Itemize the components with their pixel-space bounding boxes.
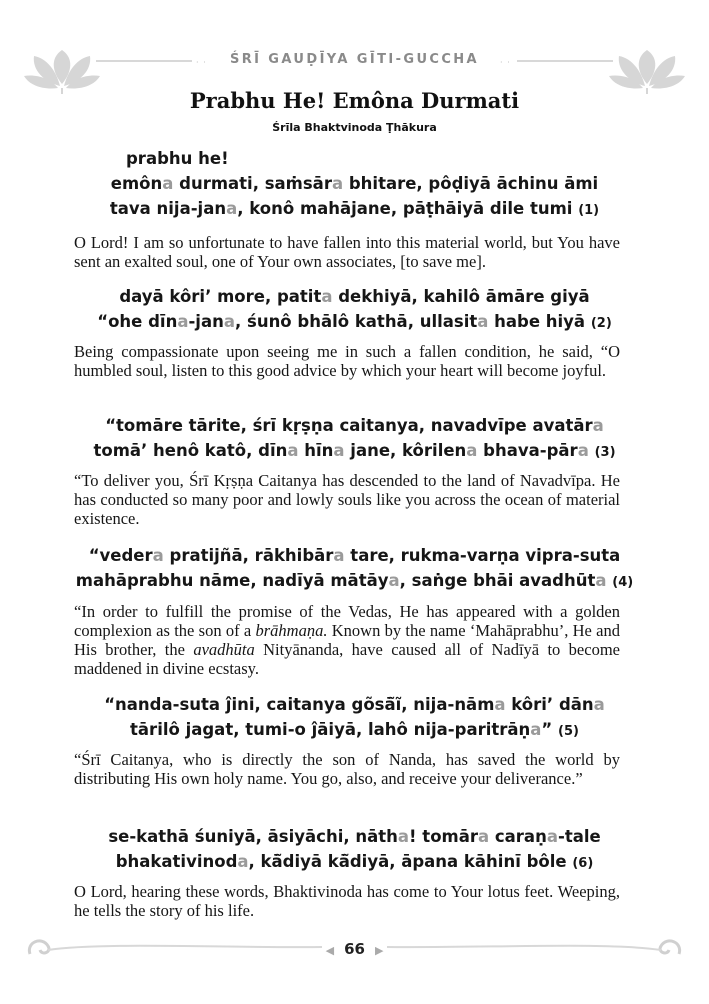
verse-text: emôn bbox=[110, 174, 163, 193]
header-dots-left: · · bbox=[196, 58, 207, 67]
page-number-value: 66 bbox=[344, 940, 365, 958]
muted-vowel: a bbox=[321, 287, 333, 306]
verse-line bbox=[40, 438, 669, 465]
verse-line bbox=[40, 824, 669, 849]
verse-text: “veder bbox=[88, 546, 153, 565]
verse-text: bhitare, pôḍiyā āchinu āmi bbox=[343, 174, 599, 193]
italic-term: avadhūta bbox=[193, 640, 255, 659]
muted-vowel: a bbox=[226, 199, 238, 218]
verse-text: caraṇ bbox=[489, 827, 547, 846]
verse-text: hīn bbox=[298, 441, 334, 460]
muted-vowel: a bbox=[152, 546, 164, 565]
muted-vowel: a bbox=[333, 546, 345, 565]
verse-text: , konô mahājane, pāṭhāiyā dile tumi bbox=[237, 199, 579, 218]
muted-vowel: a bbox=[287, 441, 299, 460]
muted-vowel: a bbox=[397, 827, 410, 846]
page-number bbox=[0, 940, 709, 958]
arrow-right-icon: ▶ bbox=[374, 944, 384, 957]
verse-number: (6) bbox=[572, 856, 594, 871]
verse-3 bbox=[40, 413, 669, 465]
verse-text: durmati, saṁsār bbox=[173, 174, 332, 193]
translation-text: “In order to fulfill the promise of the Vedas, He has appeared with a golden complexion as the son of a bbox=[74, 602, 620, 640]
translation-5: “Śrī Caitanya, who is directly the son of Nanda, has saved the world by distributing His own holy name. You go, also, and receive your deliverance.” bbox=[74, 750, 620, 788]
verse-text: prabhu he! bbox=[126, 149, 229, 168]
verse-text: , śunô bhālô kathā, ullasit bbox=[234, 312, 478, 331]
song-title: Prabhu He! Emôna Durmati bbox=[189, 88, 520, 113]
verse-4 bbox=[40, 543, 669, 595]
verse-line bbox=[40, 717, 669, 744]
verse-line bbox=[40, 309, 669, 336]
verse-text: se-kathā śuniyā, āsiyāchi, nāth bbox=[108, 827, 398, 846]
translation-1: O Lord! I am so unfortunate to have fallen into this material world, but You have sent an exalted soul, one of Your own associates, [to save me]. bbox=[74, 233, 620, 271]
muted-vowel: a bbox=[595, 571, 607, 590]
verse-line bbox=[40, 284, 669, 309]
verse-text: dayā kôri’ more, patit bbox=[119, 287, 322, 306]
verse-5 bbox=[40, 692, 669, 744]
verse-line bbox=[40, 692, 669, 717]
muted-vowel: a bbox=[237, 852, 249, 871]
header-dots-right: · · bbox=[500, 58, 511, 67]
muted-vowel: a bbox=[592, 416, 604, 435]
verse-number: (2) bbox=[590, 316, 612, 331]
verse-text: ! tomār bbox=[409, 827, 478, 846]
muted-vowel: a bbox=[331, 174, 344, 193]
muted-vowel: a bbox=[477, 312, 489, 331]
muted-vowel: a bbox=[466, 441, 478, 460]
muted-vowel: a bbox=[333, 441, 345, 460]
translation-6: O Lord, hearing these words, Bhaktivinoda has come to Your lotus feet. Weeping, he tells the story of his life. bbox=[74, 882, 620, 920]
verse-text: tare, rukma-varṇa vipra-suta bbox=[344, 546, 621, 565]
verse-text: bhava-pār bbox=[477, 441, 578, 460]
verse-text: “ohe dīn bbox=[97, 312, 178, 331]
verse-text: kôri’ dān bbox=[505, 695, 594, 714]
translation-text: Nityānanda, have caused all of Nadīyā to become maddened in divine ecstasy. bbox=[74, 640, 620, 678]
verse-text: habe hiyā bbox=[488, 312, 591, 331]
muted-vowel: a bbox=[388, 571, 400, 590]
verse-text: bhakativinod bbox=[115, 852, 238, 871]
translation-text: Known by the name ‘Mahāprabhu’, He and His brother, the bbox=[74, 621, 620, 659]
verse-1 bbox=[40, 146, 669, 223]
verse-line bbox=[40, 196, 669, 223]
translation-2: Being compassionate upon seeing me in such a fallen condition, he said, “O humbled soul, listen to this good advice by which your heart will become joyful. bbox=[74, 342, 620, 380]
song-author: Śrīla Bhaktvinoda Ṭhākura bbox=[272, 121, 437, 134]
verse-number: (1) bbox=[578, 203, 600, 218]
verse-number: (5) bbox=[558, 724, 579, 739]
verse-text: , kā̃diyā kā̃diyā, āpana kāhinī bôle bbox=[248, 852, 573, 871]
verse-text: jane, kôrilen bbox=[344, 441, 467, 460]
verse-text: “tomāre tārite, śrī kṛṣṇa caitanya, navadvīpe avatār bbox=[105, 416, 593, 435]
verse-6 bbox=[40, 824, 669, 876]
muted-vowel: a bbox=[162, 174, 174, 193]
verse-number: (4) bbox=[612, 575, 634, 590]
verse-text: -tale bbox=[557, 827, 601, 846]
verse-text: tārilô jagat, tumi-o ĵāiyā, lahô nija-paritrāṇ bbox=[130, 720, 531, 739]
verse-line bbox=[40, 543, 669, 568]
muted-vowel: a bbox=[478, 827, 490, 846]
muted-vowel: a bbox=[494, 695, 506, 714]
muted-vowel: a bbox=[177, 312, 189, 331]
verse-line bbox=[40, 146, 669, 171]
muted-vowel: a bbox=[593, 695, 605, 714]
verse-text: ” bbox=[541, 720, 559, 739]
translation-4 bbox=[74, 602, 620, 678]
verse-line bbox=[40, 849, 669, 876]
verse-line bbox=[40, 568, 669, 595]
verse-text: -jan bbox=[188, 312, 224, 331]
muted-vowel: a bbox=[546, 827, 558, 846]
verse-text: pratijñā, rākhibār bbox=[163, 546, 334, 565]
verse-text: mahāprabhu nāme, nadīyā mātāy bbox=[75, 571, 389, 590]
verse-text: , saṅge bhāi avadhūt bbox=[399, 571, 596, 590]
running-title: ŚRĪ GAUḌĪYA GĪTI-GUCCHA bbox=[229, 52, 480, 67]
verse-line bbox=[40, 413, 669, 438]
translation-3: “To deliver you, Śrī Kṛṣṇa Caitanya has descended to the land of Navadvīpa. He has conducted so many poor and lowly souls like you across the ocean of material existence. bbox=[74, 471, 620, 528]
muted-vowel: a bbox=[577, 441, 589, 460]
verse-2 bbox=[40, 284, 669, 336]
muted-vowel: a bbox=[223, 312, 235, 331]
verse-text: tava nija-jan bbox=[109, 199, 227, 218]
verse-text: “nanda-suta ĵini, caitanya gõsā̃ĩ, nija-nām bbox=[104, 695, 495, 714]
verse-text: dekhiyā, kahilô āmāre giyā bbox=[332, 287, 590, 306]
muted-vowel: a bbox=[530, 720, 542, 739]
verse-number: (3) bbox=[594, 445, 616, 460]
italic-term: brāhmaṇa. bbox=[255, 621, 328, 640]
verse-text: tomā’ henô katô, dīn bbox=[93, 441, 288, 460]
arrow-left-icon: ◀ bbox=[325, 944, 335, 957]
verse-line bbox=[40, 171, 669, 196]
